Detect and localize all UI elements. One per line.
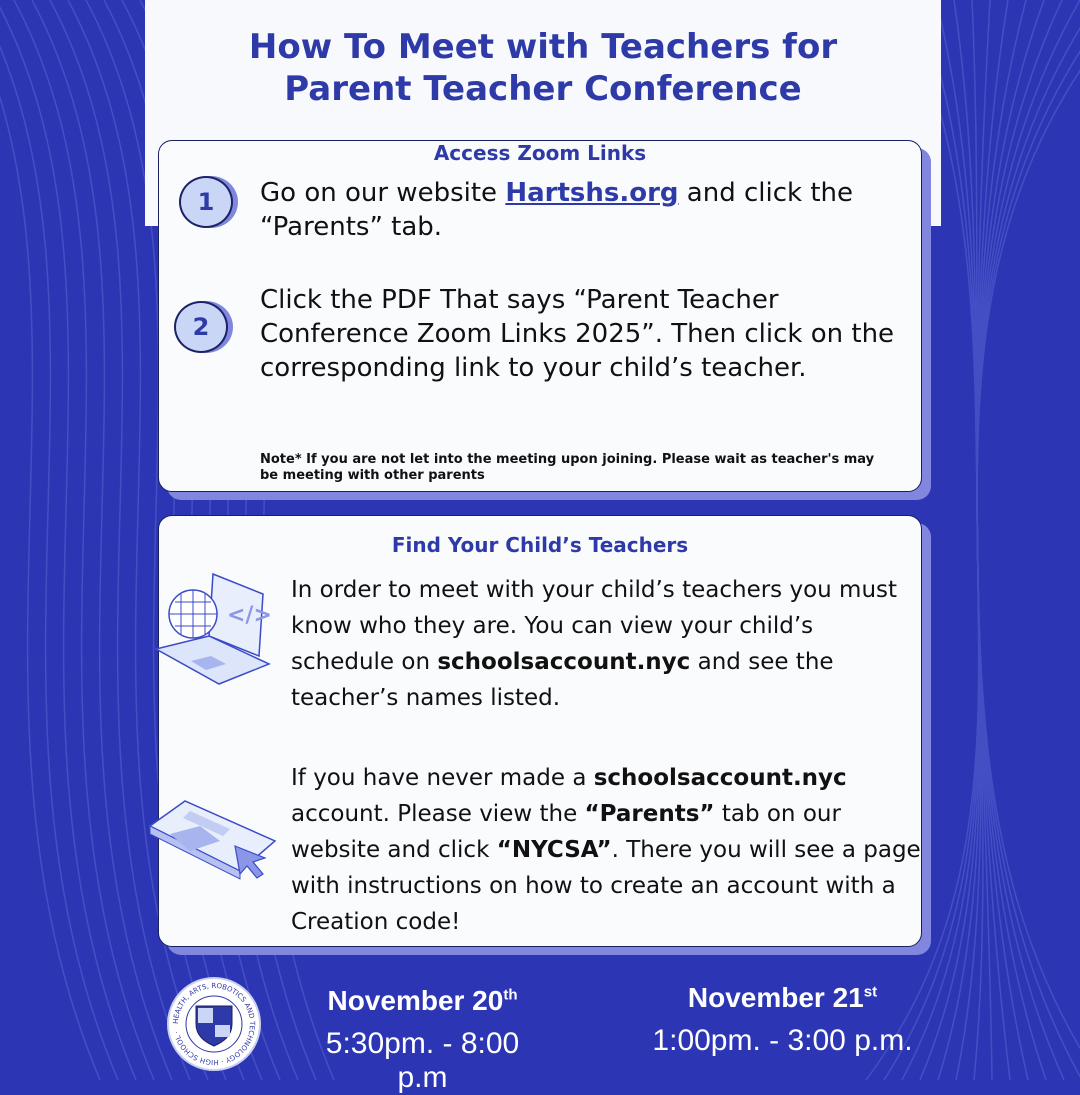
time-range: 1:00pm. - 3:00 p.m.	[652, 1024, 913, 1057]
schoolsaccount-link: schoolsaccount.nyc	[437, 649, 691, 675]
title-line-1: How To Meet with Teachers for	[248, 27, 838, 67]
page-title	[145, 26, 941, 110]
section-heading: Access Zoom Links	[433, 141, 647, 165]
schedule-paragraph: In order to meet with your child’s teachers you must know who they are. You can view your child’s schedule on schoolsaccount.nyc and see the teacher’s names listed.	[291, 577, 898, 711]
website-link[interactable]: Hartshs.org	[505, 178, 679, 208]
svg-text:</>: </>	[227, 603, 272, 628]
access-zoom-links-card	[158, 140, 922, 492]
step-2-text: Click the PDF That says “Parent Teacher Conference Zoom Links 2025”. Then click on the corresponding link to your child’s teacher.	[260, 285, 895, 383]
school-logo	[166, 976, 262, 1072]
step-1-text: Go on our website Hartshs.org and click the “Parents” tab.	[260, 178, 853, 242]
date-nov-21: November 21st 1:00pm. - 3:00 p.m.	[640, 982, 925, 1058]
find-teachers-card	[158, 515, 922, 947]
step-1-badge: 1	[179, 176, 237, 228]
date-nov-20: November 20th 5:30pm. - 8:00 p.m	[300, 985, 545, 1095]
title-line-2: Parent Teacher Conference	[284, 69, 802, 109]
browser-cursor-icon	[145, 796, 280, 891]
nycsa-paragraph: If you have never made a schoolsaccount.nyc account. Please view the “Parents” tab on our website and click “NYCSA”. There you will see a page with instructions on how to create an account with a Creation code!	[291, 765, 921, 935]
step-2-badge: 2	[174, 301, 232, 353]
time-range: 5:30pm. - 8:00 p.m	[325, 1027, 520, 1094]
note-text: Note* If you are not let into the meeting upon joining. Please wait as teacher's may be meeting with other parents	[260, 452, 875, 483]
section-heading: Find Your Child’s Teachers	[391, 533, 689, 557]
svg-text:HEALTH, ARTS, ROBOTICS AND TEC: HEALTH, ARTS, ROBOTICS AND TECHNOLOGY · HIGH SCHOOL ·	[171, 981, 257, 1067]
laptop-globe-icon	[151, 564, 276, 694]
